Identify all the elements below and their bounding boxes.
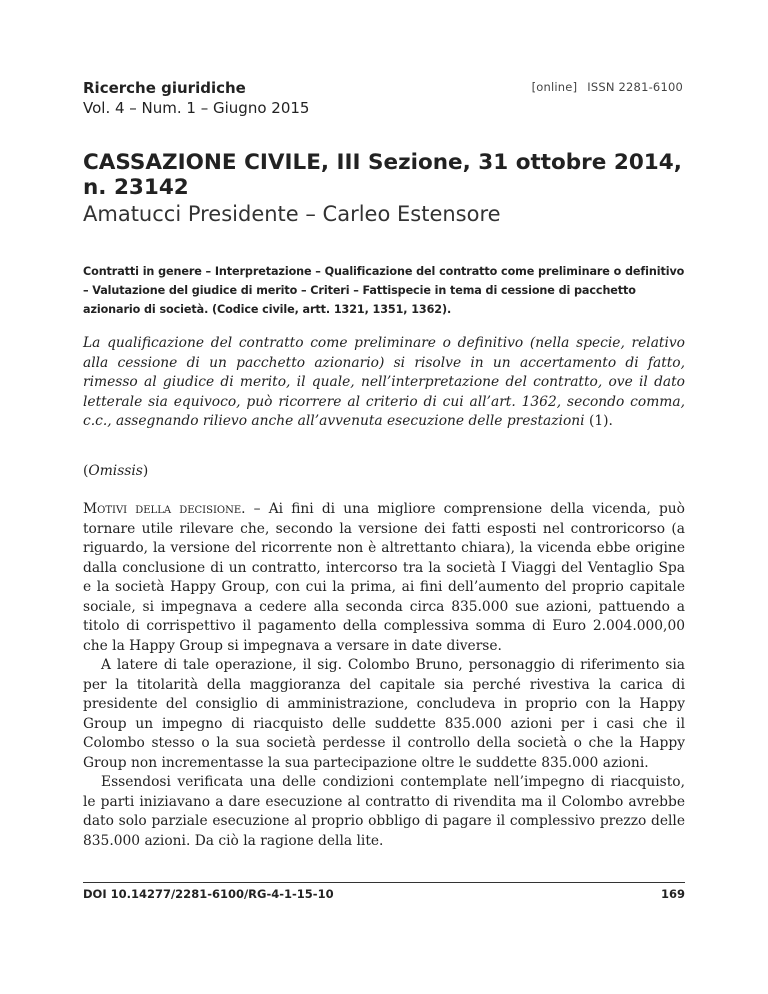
section-lead: Motivi della decisione. [83, 501, 246, 517]
online-label: [online] [531, 80, 578, 94]
massima-heading: Contratti in genere – Interpretazione – Qualificazione del contratto come preliminare o definitivo – Valutazione del giudice di merito – Criteri – Fattispecie in tema di cessione di pacchetto azionario di società. (Codice civile, artt. 1321, 1351, 1362). [83, 265, 685, 316]
omissis-open-paren: ( [83, 463, 89, 479]
omissis-word: Omissis [88, 463, 143, 479]
omissis [83, 463, 148, 479]
body-paragraph: A latere di tale operazione, il sig. Colombo Bruno, personaggio di riferimento sia per la titolarità della maggioranza del capitale sia perché rivestiva la carica di presidente del consiglio di amministrazione, concludeva in proprio con la Happy Group un impegno di riacquisto delle suddette 835.000 azioni per i casi che il Colombo stesso o la sua società perdesse il controllo della società o che la Happy Group non incrementasse la sua partecipazione oltre le suddette 835.000 azioni. [83, 657, 685, 771]
journal-name: Ricerche giuridiche [83, 79, 246, 97]
abstract [83, 334, 685, 432]
issn-number: ISSN 2281-6100 [587, 80, 683, 94]
omissis-close-paren: ) [142, 463, 149, 479]
article-subtitle: Amatucci Presidente – Carleo Estensore [83, 202, 501, 226]
article-title: CASSAZIONE CIVILE, III Sezione, 31 ottobre 2014, n. 23142 [83, 150, 682, 200]
paragraph-text: – Ai fini di una migliore comprensione della vicenda, può tornare utile rilevare che, secondo la versione dei fatti esposti nel controricorso (a riguardo, la versione del ricorrente non è altrettanto chiara), la vicenda ebbe origine dalla conclusione di un contratto, intercorso tra la società I Viaggi del Ventaglio Spa e la società Happy Group, con cui la prima, ai fini dell’aumento del proprio capitale sociale, si impegnava a cedere alla seconda circa 835.000 sue azioni, pattuendo a titolo di corrispettivo il pagamento della complessiva somma di Euro 2.004.000,00 che la Happy Group si impegnava a versare in date diverse. [83, 501, 685, 654]
issn-info [532, 80, 683, 94]
abstract-text: La qualificazione del contratto come preliminare o definitivo (nella specie, relativo alla cessione di un pacchetto azionario) si risolve in un accertamento di fatto, rimesso al giudice di merito, il quale, nell’interpretazione del contratto, ove il dato letterale sia equivoco, può ricorrere al criterio di cui all’art. 1362, secondo comma, c.c., assegnando rilievo anche all’avvenuta esecuzione delle prestazioni [83, 335, 685, 430]
abstract-note-ref: (1). [584, 413, 613, 430]
doi: DOI 10.14277/2281-6100/RG-4-1-15-10 [83, 887, 334, 901]
journal-info [83, 78, 309, 118]
body-paragraph [83, 500, 685, 656]
journal-issue: Vol. 4 – Num. 1 – Giugno 2015 [83, 99, 310, 117]
footer-divider [83, 882, 685, 883]
article-body [83, 500, 685, 851]
body-paragraph: Essendosi verificata una delle condizioni contemplate nell’impegno di riacquisto, le parti iniziavano a dare esecuzione al contratto di rivendita ma il Colombo avrebbe dato solo parziale esecuzione al proprio obbligo di pagare il complessivo prezzo delle 835.000 azioni. Da ciò la ragione della lite. [83, 774, 685, 849]
page-number: 169 [660, 887, 685, 901]
